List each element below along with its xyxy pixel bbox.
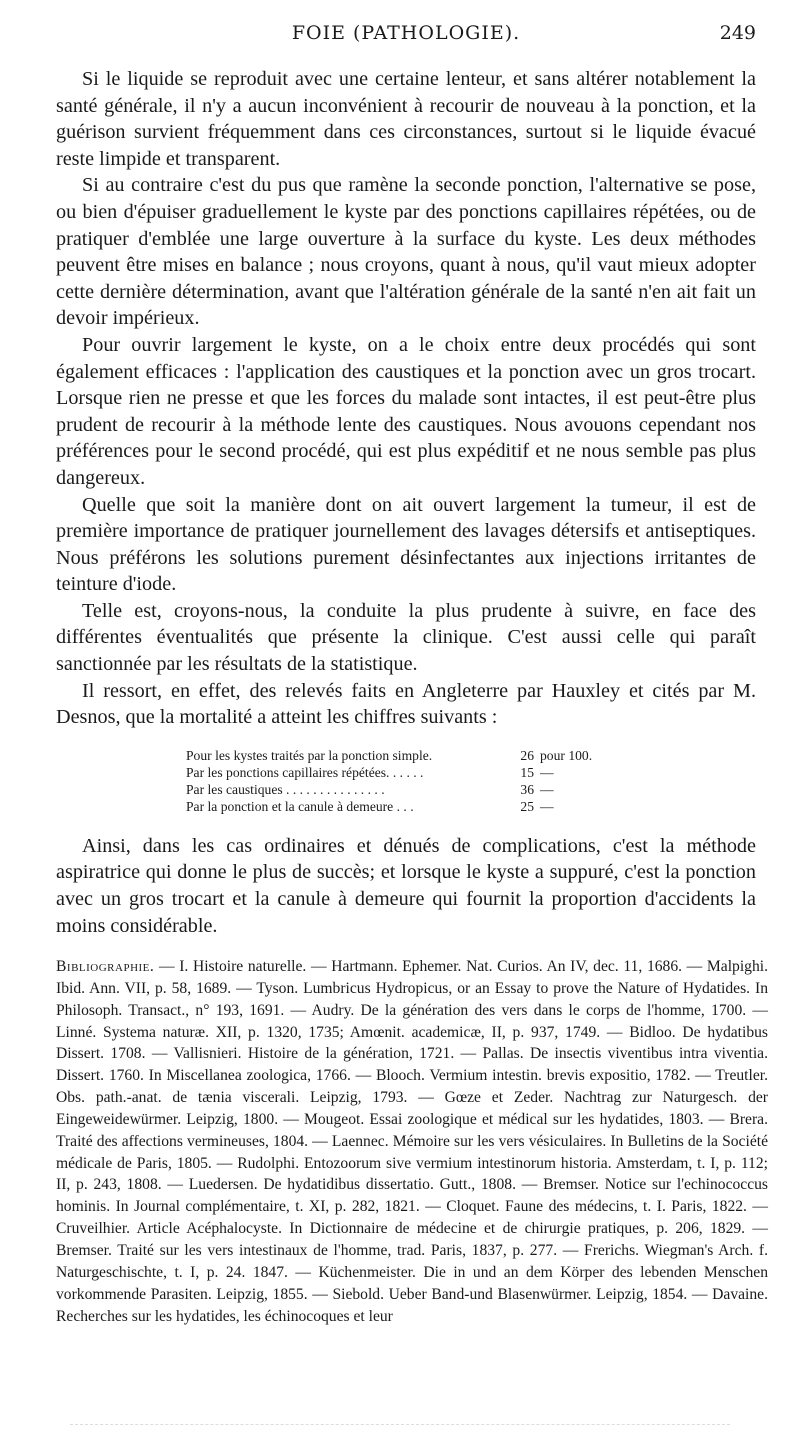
page-number: 249	[719, 22, 756, 44]
stat-label: Par la ponction et la canule à demeure . . .	[186, 798, 414, 814]
table-row	[186, 747, 616, 764]
scan-artifact	[70, 1424, 730, 1427]
running-title: FOIE (PATHOLOGIE).	[291, 22, 521, 44]
table-row	[186, 781, 616, 798]
bibliography-text	[56, 956, 768, 1327]
page-header	[56, 22, 756, 52]
stat-label: Pour les kystes traités par la ponction simple.	[186, 747, 433, 763]
stat-unit: —	[540, 764, 554, 780]
stat-unit: —	[540, 781, 554, 797]
paragraph-conclusion: Ainsi, dans les cas ordinaires et dénués de complications, c'est la méthode aspiratrice qui donne le plus de succès; et lorsque le kyste a suppuré, c'est la ponction avec un gros trocart et la canule à demeure qui fournit la proportion d'accidents la moins considérable.	[56, 834, 756, 937]
stat-value: 26	[520, 747, 534, 763]
stat-unit: pour 100.	[540, 747, 593, 763]
paragraph-pus: Si au contraire c'est du pus que ramène la seconde ponction, l'alternative se pose, ou bien d'épuiser graduellement le kyste par des ponctions capillaires répétées, ou de pratiquer d'emblée une large ouverture à la surface du kyste. Les deux méthodes peuvent être mises en balance ; nous croyons, quant à nous, qu'il vaut mieux adopter cette dernière détermination, avant que l'altération générale de la santé n'en ait fait un devoir impérieux.	[56, 174, 756, 330]
table-row	[186, 764, 616, 781]
paragraph-statistique: Il ressort, en effet, des relevés faits en Angleterre par Hauxley et cités par M. Desnos, que la mortalité a atteint les chiffres suivants :	[56, 679, 756, 729]
mortality-table	[186, 747, 616, 815]
stat-value: 25	[520, 798, 534, 814]
table-row	[186, 798, 616, 815]
main-text	[56, 66, 756, 939]
stat-unit: —	[540, 798, 554, 814]
paragraph-conduite: Telle est, croyons-nous, la conduite la plus prudente à suivre, en face des différentes éventualités que présente la clinique. C'est aussi celle qui paraît sanctionnée par les résultats de la statistique.	[56, 599, 756, 676]
bibliography-entries: — I. Histoire naturelle. — Hartmann. Ephemer. Nat. Curios. An IV, dec. 11, 1686. — Malpighi. Ibid. Ann. VII, p. 58, 1689. — Tyson. Lumbricus Hydropicus, or an Essay to prove the Nature of Hydatides. In Philosoph. Transact., n° 193, 1691. — Audry. De la génération des vers dans le corps de l'homme, 1700. — Linné. Systema naturæ. XII, p. 1320, 1735; Amœnit. academicæ, II, p. 937, 1749. — Bidloo. De hydatibus Dissert. 1708. — Vallisnieri. Histoire de la génération, 1721. — Pallas. De insectis viventibus intra viventia. Dissert. 1760. In Miscellanea zoologica, 1766. — Blooch. Vermium intestin. brevis expositio, 1782. — Treutler. Obs. path.-anat. de tænia viscerali. Leipzig, 1793. — Gœze et Zeder. Nachtrag zur Naturgesch. der Eingeweidewürmer. Leipzig, 1800. — Mougeot. Essai zoologique et médical sur les hydatides, 1803. — Brera. Traité des affections vermineuses, 1804. — Laennec. Mémoire sur les vers vésiculaires. In Bulletins de la Société médicale de Paris, 1805. — Rudolphi. Entozoorum sive vermium intestinorum historia. Amsterdam, t. I, p. 112; II, p. 243, 1808. — Luedersen. De hydatidibus dissertatio. Gutt., 1808. — Bremser. Notice sur l'echinococcus hominis. In Journal complémentaire, t. XI, p. 282, 1821. — Cloquet. Faune des médecins, t. I. Paris, 1822. — Cruveilhier. Article Acéphalocyste. In Dictionnaire de médecine et de chirurgie pratiques, p. 206, 1829. — Bremser. Traité sur les vers intestinaux de l'homme, trad. Paris, 1837, p. 277. — Frerichs. Wiegman's Arch. f. Naturgeschischte, t. I, p. 24. 1847. — Küchenmeister. Die in und an dem Körper des lebenden Menschen vorkommende Parasiten. Leipzig, 1855. — Siebold. Ueber Band-und Blasenwürmer. Leipzig, 1854. — Davaine. Recherches sur les hydatides, les échinocoques et leur	[56, 958, 769, 1325]
stat-value: 36	[520, 781, 534, 797]
bibliography	[56, 956, 768, 1327]
paragraph-procedures: Pour ouvrir largement le kyste, on a le choix entre deux procédés qui sont également efficaces : l'application des caustiques et la ponction avec un gros trocart. Lorsque rien ne presse et que les forces du malade sont intactes, il est peut-être plus prudent de recourir à la méthode lente des caustiques. Nous avouons cependant nos préférences pour le second procédé, qui est plus expéditif et ne nous semble pas plus dangereux.	[56, 333, 756, 489]
stat-label: Par les ponctions capillaires répétées. . . . . .	[186, 764, 424, 780]
paragraph-lavages: Quelle que soit la manière dont on ait ouvert largement la tumeur, il est de première importance de pratiquer journellement des lavages détersifs et antiseptiques. Nous préférons les solutions purement désinfectantes aux injections irritantes de teinture d'iode.	[56, 493, 756, 596]
stat-label: Par les caustiques . . . . . . . . . . . . . . .	[186, 781, 385, 797]
stat-value: 15	[520, 764, 534, 780]
bibliography-label: Bibliographie.	[56, 958, 155, 975]
paragraph-reproduction: Si le liquide se reproduit avec une certaine lenteur, et sans altérer notablement la santé générale, il n'y a aucun inconvénient à recourir de nouveau à la ponction, et la guérison survient fréquemment dans ces circonstances, surtout si le liquide évacué reste limpide et transparent.	[56, 68, 756, 170]
